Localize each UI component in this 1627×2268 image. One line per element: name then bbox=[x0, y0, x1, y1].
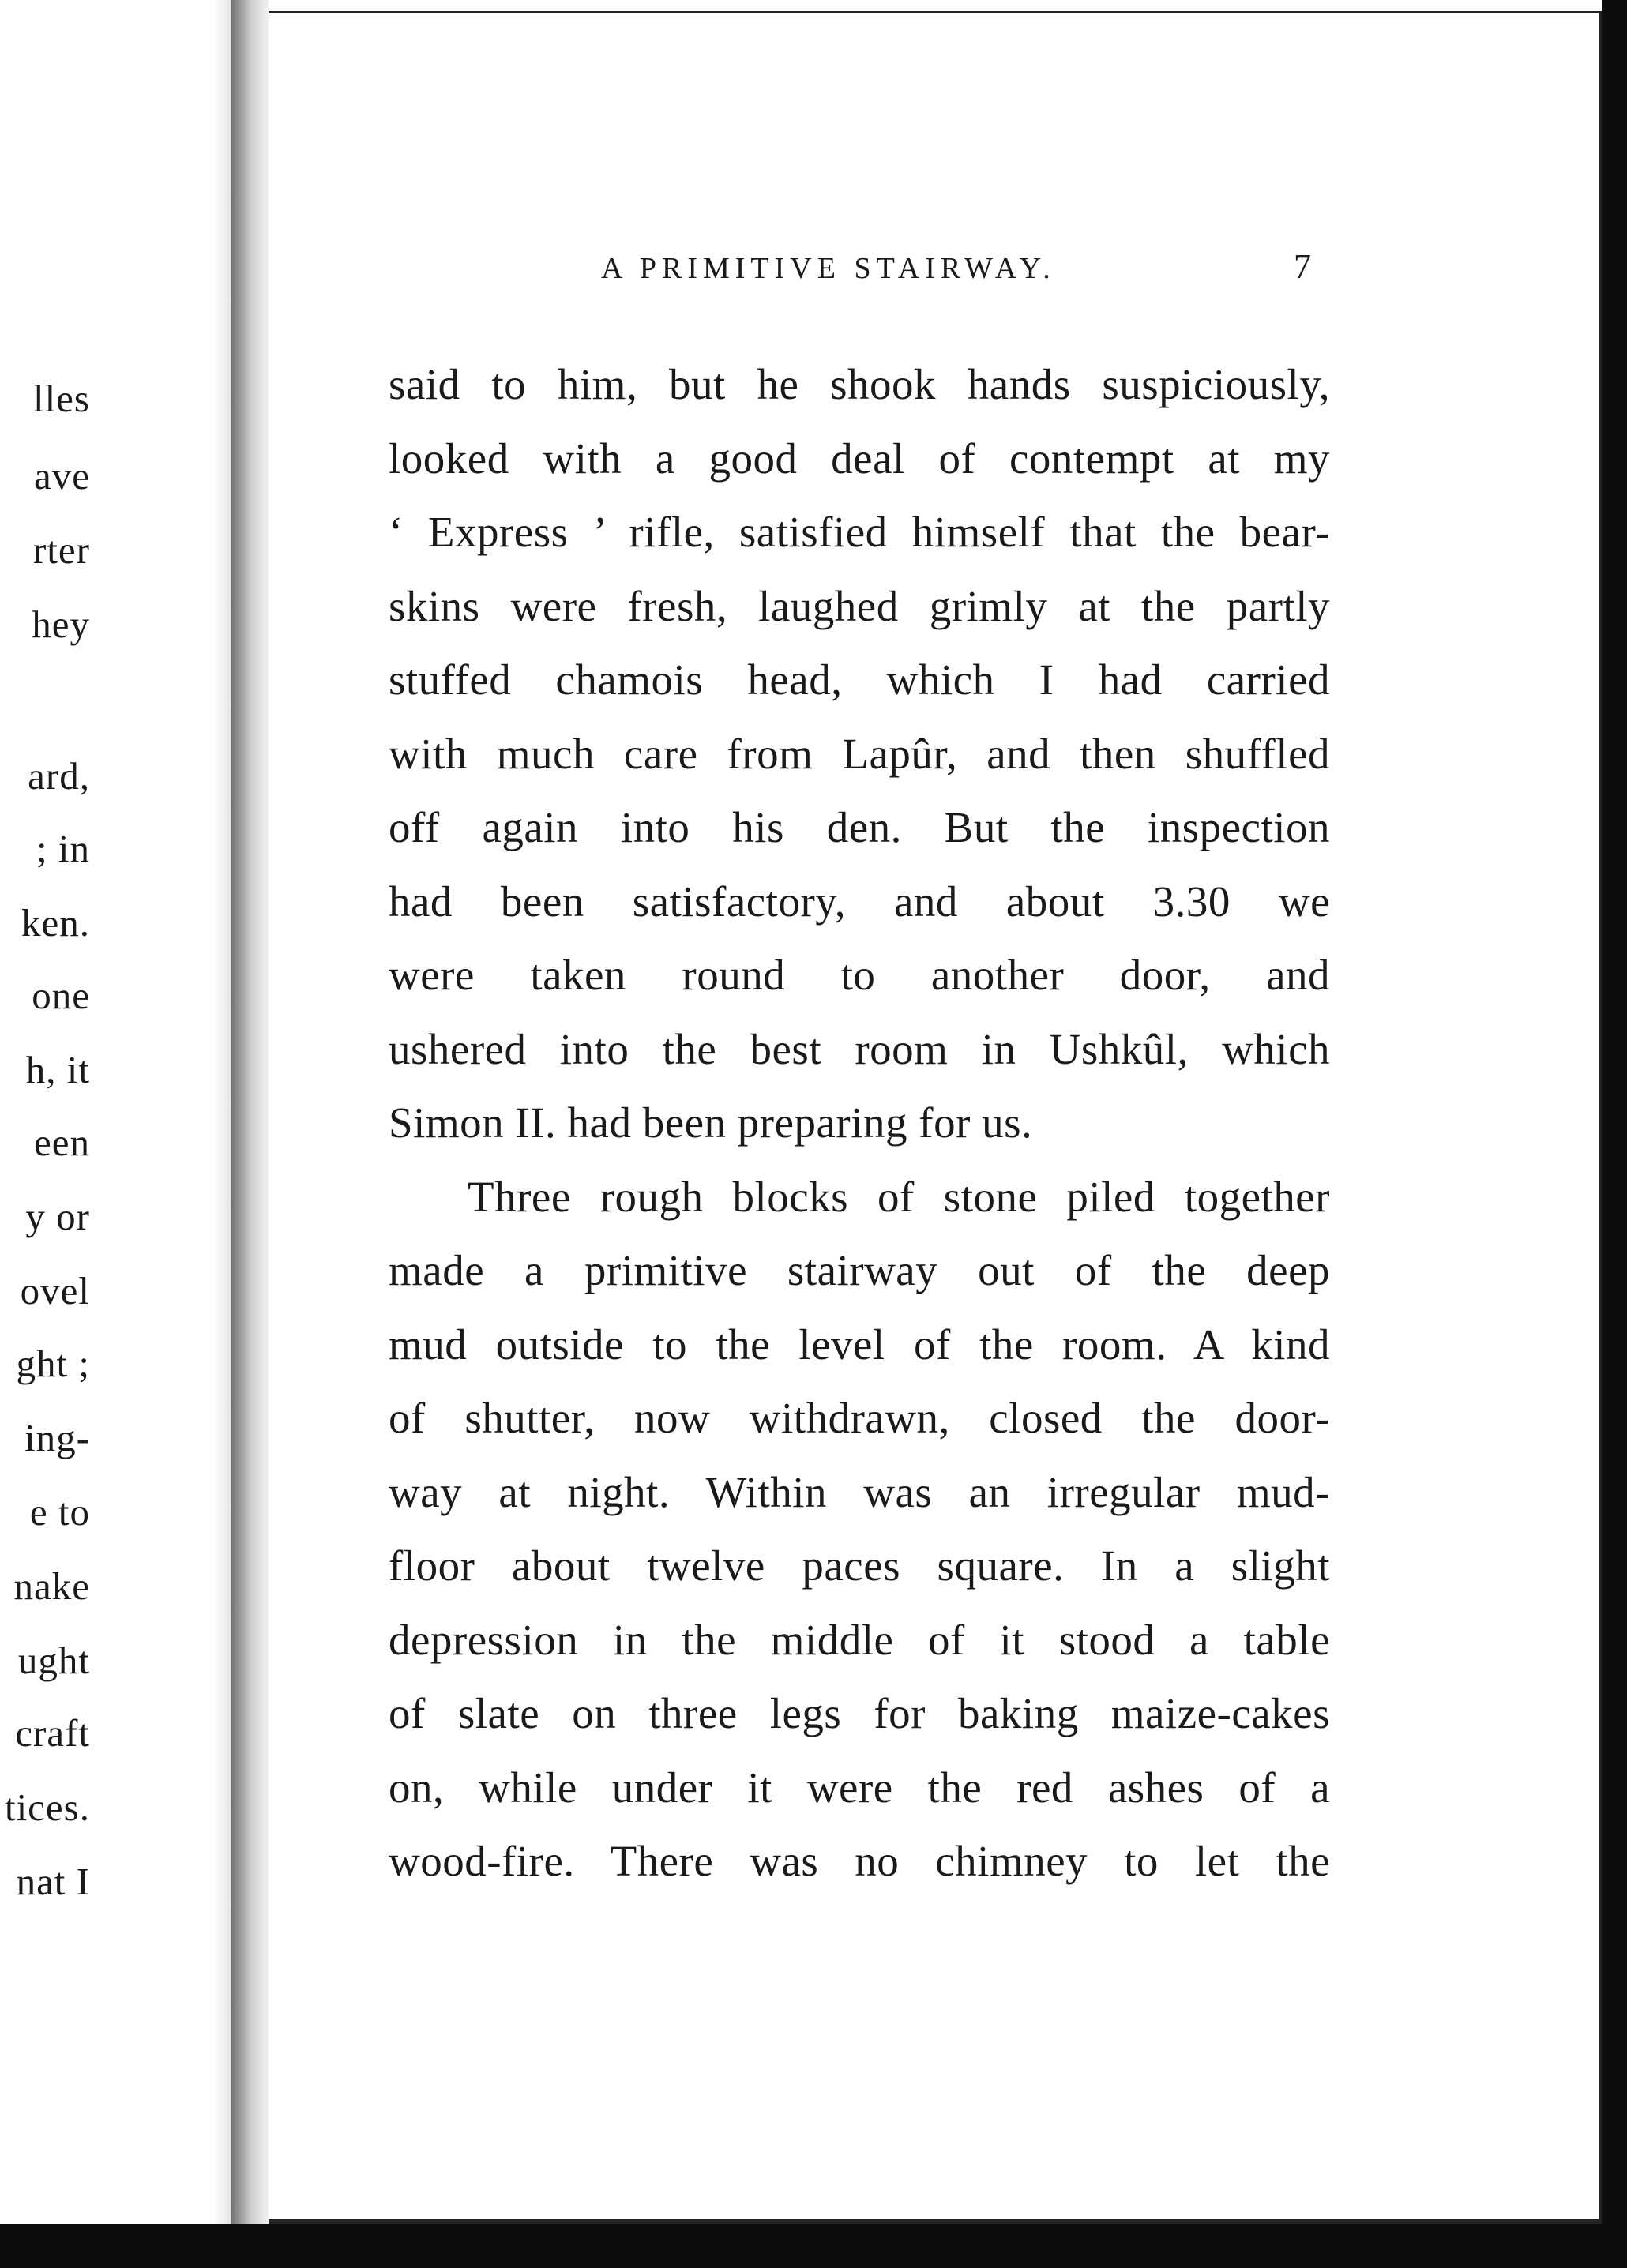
text-line: had been satisfactory, and about 3.30 we bbox=[389, 877, 1330, 926]
text-line: said to him, but he shook hands suspiciously, bbox=[389, 360, 1330, 408]
left-line: ard, bbox=[28, 754, 90, 798]
left-line: h, it bbox=[25, 1048, 90, 1091]
left-line: ovel bbox=[20, 1269, 90, 1312]
text-line: stuffed chamois head, which I had carried bbox=[389, 655, 1330, 704]
text-line: ushered into the best room in Ushkûl, which bbox=[389, 1024, 1330, 1073]
left-line: ; in bbox=[36, 827, 90, 870]
scan-background-right bbox=[1602, 0, 1627, 2268]
text-line: skins were fresh, laughed grimly at the partly bbox=[389, 581, 1330, 630]
left-line: craft bbox=[15, 1711, 90, 1755]
left-page-fragment bbox=[0, 0, 237, 2224]
text-line: with much care from Lapûr, and then shuffled bbox=[389, 729, 1330, 778]
running-head: A PRIMITIVE STAIRWAY. bbox=[601, 252, 1056, 285]
left-line: one bbox=[32, 974, 90, 1017]
scan-background-bottom bbox=[0, 2224, 1627, 2268]
text-line: depression in the middle of it stood a table bbox=[389, 1615, 1330, 1664]
left-line: lles bbox=[32, 377, 90, 420]
left-line: y or bbox=[25, 1195, 90, 1238]
text-line: made a primitive stairway out of the deep bbox=[389, 1246, 1330, 1294]
page-number: 7 bbox=[1294, 247, 1311, 286]
left-line: e to bbox=[29, 1490, 90, 1534]
left-line: tices. bbox=[4, 1785, 90, 1829]
text-line: were taken round to another door, and bbox=[389, 951, 1330, 999]
left-line: nat I bbox=[16, 1860, 90, 1903]
body-text bbox=[389, 347, 1330, 1898]
left-line: ing- bbox=[24, 1416, 90, 1459]
left-line: ught bbox=[17, 1639, 90, 1682]
text-line: Simon II. had been preparing for us. bbox=[389, 1098, 1033, 1147]
left-line: ken. bbox=[21, 901, 90, 944]
text-line: of shutter, now withdrawn, closed the door- bbox=[389, 1394, 1330, 1442]
book-gutter bbox=[231, 0, 269, 2224]
left-line: een bbox=[34, 1121, 90, 1164]
text-line: wood-fire. There was no chimney to let the bbox=[389, 1837, 1330, 1885]
text-line: on, while under it were the red ashes of a bbox=[389, 1763, 1330, 1812]
gutter-shadow bbox=[213, 0, 231, 2224]
text-line: floor about twelve paces square. In a slight bbox=[389, 1541, 1330, 1590]
text-line: ‘ Express ’ rifle, satisfied himself that the bear- bbox=[389, 508, 1330, 556]
text-line: of slate on three legs for baking maize-cakes bbox=[389, 1689, 1330, 1737]
text-line: looked with a good deal of contempt at my bbox=[389, 434, 1330, 483]
left-line: rter bbox=[33, 528, 90, 572]
text-line: mud outside to the level of the room. A kind bbox=[389, 1320, 1330, 1369]
left-line: nake bbox=[13, 1564, 90, 1608]
text-line: off again into his den. But the inspection bbox=[389, 803, 1330, 851]
left-line: hey bbox=[32, 603, 90, 646]
left-line: ght ; bbox=[16, 1342, 90, 1385]
left-line: ave bbox=[34, 454, 90, 498]
text-line: Three rough blocks of stone piled together bbox=[468, 1172, 1330, 1221]
text-line: way at night. Within was an irregular mud- bbox=[389, 1467, 1330, 1516]
